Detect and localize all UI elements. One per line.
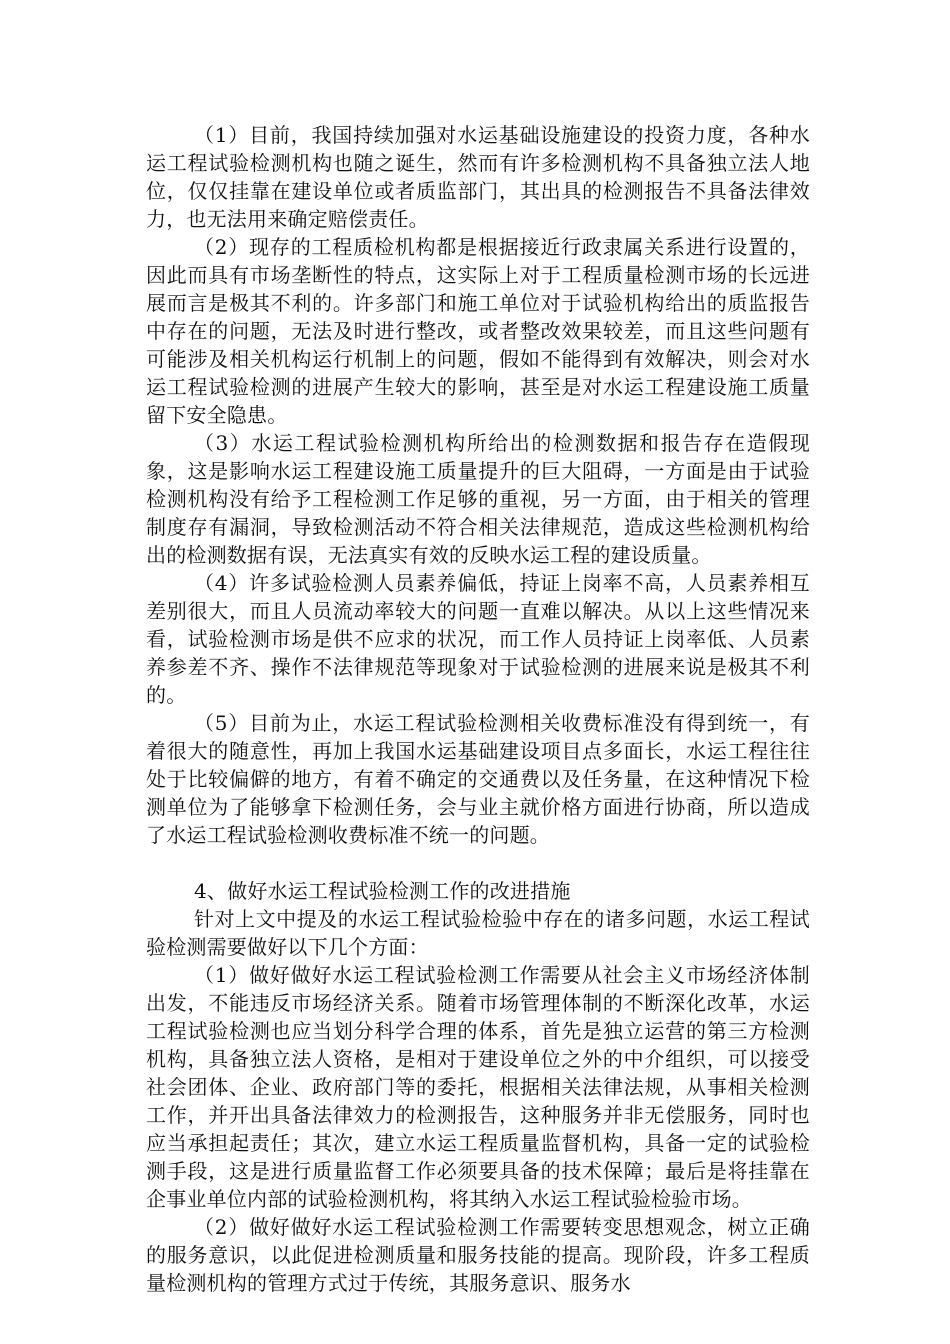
paragraph-5: （5）目前为止，水运工程试验检测相关收费标准没有得到统一，有着很大的随意性，再加上我国水运基础建设项目点多面长，水运工程往往处于比较偏僻的地方，有着不确定的交通费以及任务量，在这种情况下检测单位为了能够拿下检测任务，会与业主就价格方面进行协商，所以造成了水运工程试验检测收费标准不统一的问题。 xyxy=(146,711,810,847)
paragraph-6: 针对上文中提及的水运工程试验检验中存在的诸多问题，水运工程试验检测需要做好以下几个方面： xyxy=(146,907,810,959)
paragraph-7: （1）做好做好水运工程试验检测工作需要从社会主义市场经济体制出发，不能违反市场经济关系。随着市场管理体制的不断深化改革，水运工程试验检测也应当划分科学合理的体系，首先是独立运营的第三方检测机构，具备独立法人资格，是相对于建设单位之外的中介组织，可以接受社会团体、企业、政府部门等的委托，根据相关法律法规，从事相关检测工作，并开出具备法律效力的检测报告，这种服务并非无偿服务，同时也应当承担起责任；其次，建立水运工程质量监督机构，具备一定的试验检测手段，这是进行质量监督工作必须要具备的技术保障；最后是将挂靠在企事业单位内部的试验检测机构，将其纳入水运工程试验检验市场。 xyxy=(146,963,810,1211)
section-heading: 4、做好水运工程试验检测工作的改进措施 xyxy=(194,879,571,903)
paragraph-1: （1）目前，我国持续加强对水运基础设施建设的投资力度，各种水运工程试验检测机构也随之诞生，然而有许多检测机构不具备独立法人地位，仅仅挂靠在建设单位或者质监部门，其出具的检测报告不具备法律效力，也无法用来确定赔偿责任。 xyxy=(146,123,810,231)
paragraph-8: （2）做好做好水运工程试验检测工作需要转变思想观念，树立正确的服务意识，以此促进检测质量和服务技能的提高。现阶段，许多工程质量检测机构的管理方式过于传统，其服务意识、服务水 xyxy=(146,1215,810,1295)
paragraph-3: （3）水运工程试验检测机构所给出的检测数据和报告存在造假现象，这是影响水运工程建设施工质量提升的巨大阻碍，一方面是由于试验检测机构没有给予工程检测工作足够的重视，另一方面，由于相关的管理制度存有漏洞，导致检测活动不符合相关法律规范，造成这些检测机构给出的检测数据有误，无法真实有效的反映水运工程的建设质量。 xyxy=(146,431,810,567)
document-body xyxy=(146,121,810,1297)
paragraph-2: （2）现存的工程质检机构都是根据接近行政隶属关系进行设置的，因此而具有市场垄断性的特点，这实际上对于工程质量检测市场的长远进展而言是极其不利的。许多部门和施工单位对于试验机构给出的质监报告中存在的问题，无法及时进行整改，或者整改效果较差，而且这些问题有可能涉及相关机构运行机制上的问题，假如不能得到有效解决，则会对水运工程试验检测的进展产生较大的影响，甚至是对水运工程建设施工质量留下安全隐患。 xyxy=(146,235,810,427)
paragraph-4: （4）许多试验检测人员素养偏低，持证上岗率不高，人员素养相互差别很大，而且人员流动率较大的问题一直难以解决。从以上这些情况来看，试验检测市场是供不应求的状况，而工作人员持证上岗率低、人员素养参差不齐、操作不法律规范等现象对于试验检测的进展来说是极其不利的。 xyxy=(146,571,810,707)
